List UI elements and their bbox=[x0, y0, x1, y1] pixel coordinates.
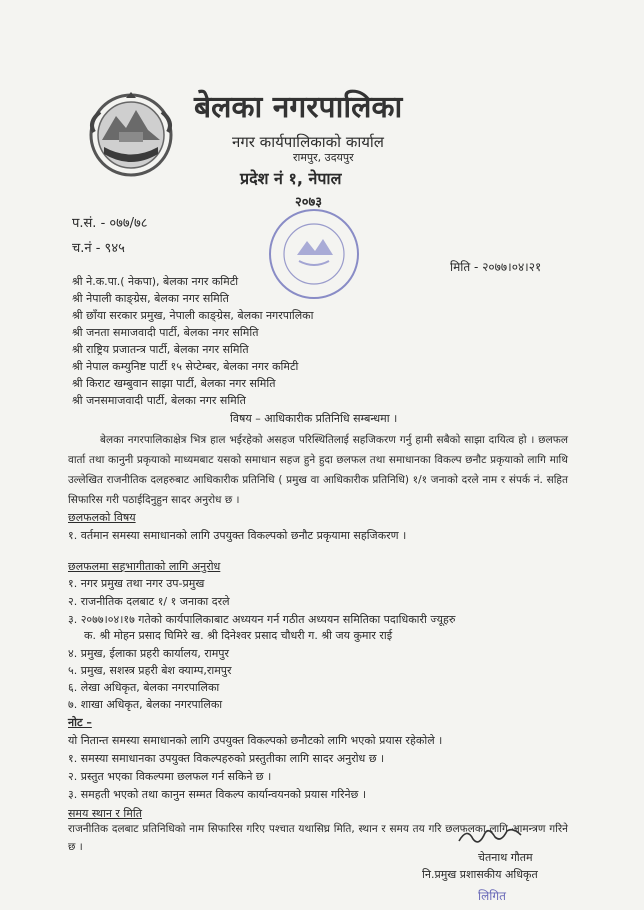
recipient-item: श्री जनसमाजवादी पार्टी, बेलका नगर समिति bbox=[72, 394, 246, 407]
dispatch-number: च.नं - ९४५ bbox=[72, 241, 125, 256]
list-item: ६. लेखा अधिकृत, बेलका नगरपालिका bbox=[68, 681, 220, 694]
ink-stamp-text: लिगित bbox=[478, 889, 506, 903]
office-name: नगर कार्यपालिकाको कार्याल bbox=[232, 133, 384, 151]
list-item: १. वर्तमान समस्या समाधानको लागि उपयुक्त विकल्पको छनौट प्रकृयामा सहजिकरण । bbox=[68, 529, 407, 542]
established-year: २०७३ bbox=[295, 195, 323, 210]
list-item: ४. प्रमुख, ईलाका प्रहरी कार्यालय, रामपुर bbox=[68, 647, 230, 660]
body-paragraph: बेलका नगरपालिकाक्षेत्र भित्र हाल भईरहेको असहज परिस्थितिलाई सहजिकरण गर्नु हामी सबैको साझा दायित्व हो । छलफल वार्ता तथा कानुनी प्रकृयाको माध्यमबाट यसको समाधान सहज हुने हुदा छलफल तथा समाधानका विकल्प छनौट प्रकृयाको लागि माथि उल्लेखित राजनीतिक दलहरुबाट आधिकारीक प्रतिनिधि ( प्रमुख वा आधिकारीक प्रतिनिधि) १/१ जनाको दरले नाम र संपर्क नं. सहित सिफारिस गरी पठाईदिनुहुन सादर अनुरोध छ । bbox=[68, 434, 568, 506]
recipient-item: श्री जनता समाजवादी पार्टी, बेलका नगर समिति bbox=[72, 326, 259, 339]
note-item: यो नितान्त समस्या समाधानको लागि उपयुक्त विकल्पको छनौटको लागि भएको प्रयास रहेकोले । bbox=[68, 734, 443, 747]
signatory-name: चेतनाथ गौतम bbox=[478, 851, 533, 864]
list-item: २. राजनीतिक दलबाट १/ १ जनाका दरले bbox=[68, 595, 230, 608]
province-line: प्रदेश नं १, नेपाल bbox=[240, 169, 342, 188]
recipient-item: श्री छाँया सरकार प्रमुख, नेपाली काङ्ग्रेस, बेलका नगरपालिका bbox=[72, 309, 314, 322]
note-item: ३. समहती भएको तथा कानुन सम्मत विकल्प कार्यान्वयनको प्रयास गरिनेछ । bbox=[68, 788, 367, 801]
municipality-name: बेलका नगरपालिका bbox=[194, 90, 403, 125]
nepal-emblem-logo bbox=[86, 92, 176, 178]
recipient-item: श्री राष्ट्रिय प्रजातन्त्र पार्टी, बेलका नगर समिति bbox=[72, 343, 249, 356]
reference-number: प.सं. - ०७७/७८ bbox=[72, 216, 148, 231]
subject-line: विषय – आधिकारीक प्रतिनिधि सम्बन्धमा । bbox=[230, 412, 398, 425]
note-item: २. प्रस्तुत भएका विकल्पमा छलफल गर्न सकिने छ । bbox=[68, 770, 272, 783]
recipient-item: श्री नेपाली काङ्ग्रेस, बेलका नगर समिति bbox=[72, 292, 229, 305]
office-seal-stamp bbox=[265, 205, 363, 303]
letter-date: मिति - २०७७।०४।२१ bbox=[450, 260, 542, 274]
note-item: १. समस्या समाधानका उपयुक्त विकल्पहरुको प्रस्तुतीका लागि सादर अनुरोध छ । bbox=[68, 752, 385, 765]
schedule-heading: समय स्थान र मिति bbox=[68, 807, 142, 820]
recipient-item: श्री ने.क.पा.( नेकपा), बेलका नगर कमिटी bbox=[72, 275, 239, 288]
office-address: रामपुर, उदयपुर bbox=[293, 151, 354, 164]
list-item: ३. २०७७।०४।१७ गतेको कार्यपालिकाबाट अध्ययन गर्न गठीत अध्ययन समितिका पदाधिकारी ज्यूहरु bbox=[68, 613, 456, 626]
list-item: १. नगर प्रमुख तथा नगर उप-प्रमुख bbox=[68, 577, 205, 590]
recipient-item: श्री किराट खम्बुवान साझा पार्टी, बेलका नगर समिति bbox=[72, 377, 276, 390]
list-item: ७. शाखा अधिकृत, बेलका नगरपालिका bbox=[68, 698, 223, 711]
signatory-title: नि.प्रमुख प्रशासकीय अधिकृत bbox=[422, 868, 538, 881]
list-item: क. श्री मोहन प्रसाद घिमिरे ख. श्री दिनेश्वर प्रसाद चौधरी ग. श्री जय कुमार राई bbox=[84, 629, 393, 642]
list-item: ५. प्रमुख, सशस्त्र प्रहरी बेश क्याम्प,रामपुर bbox=[68, 664, 232, 677]
recipient-item: श्री नेपाल कम्युनिष्ट पार्टी १५ सेप्टेम्बर, बेलका नगर कमिटी bbox=[72, 360, 299, 373]
handwritten-signature bbox=[455, 825, 525, 847]
section-heading: छलफलको विषय bbox=[68, 511, 136, 524]
note-heading: नोट – bbox=[68, 716, 92, 729]
schedule-text: राजनीतिक दलबाट प्रतिनिधिको नाम सिफारिस गरिए पश्चात यथासिघ्र मिति, स्थान र समय तय गरि छलफलका लागि आमन्त्रण गरिने छ । bbox=[68, 823, 568, 853]
section-heading: छलफलमा सहभागीताको लागि अनुरोध bbox=[68, 560, 221, 573]
